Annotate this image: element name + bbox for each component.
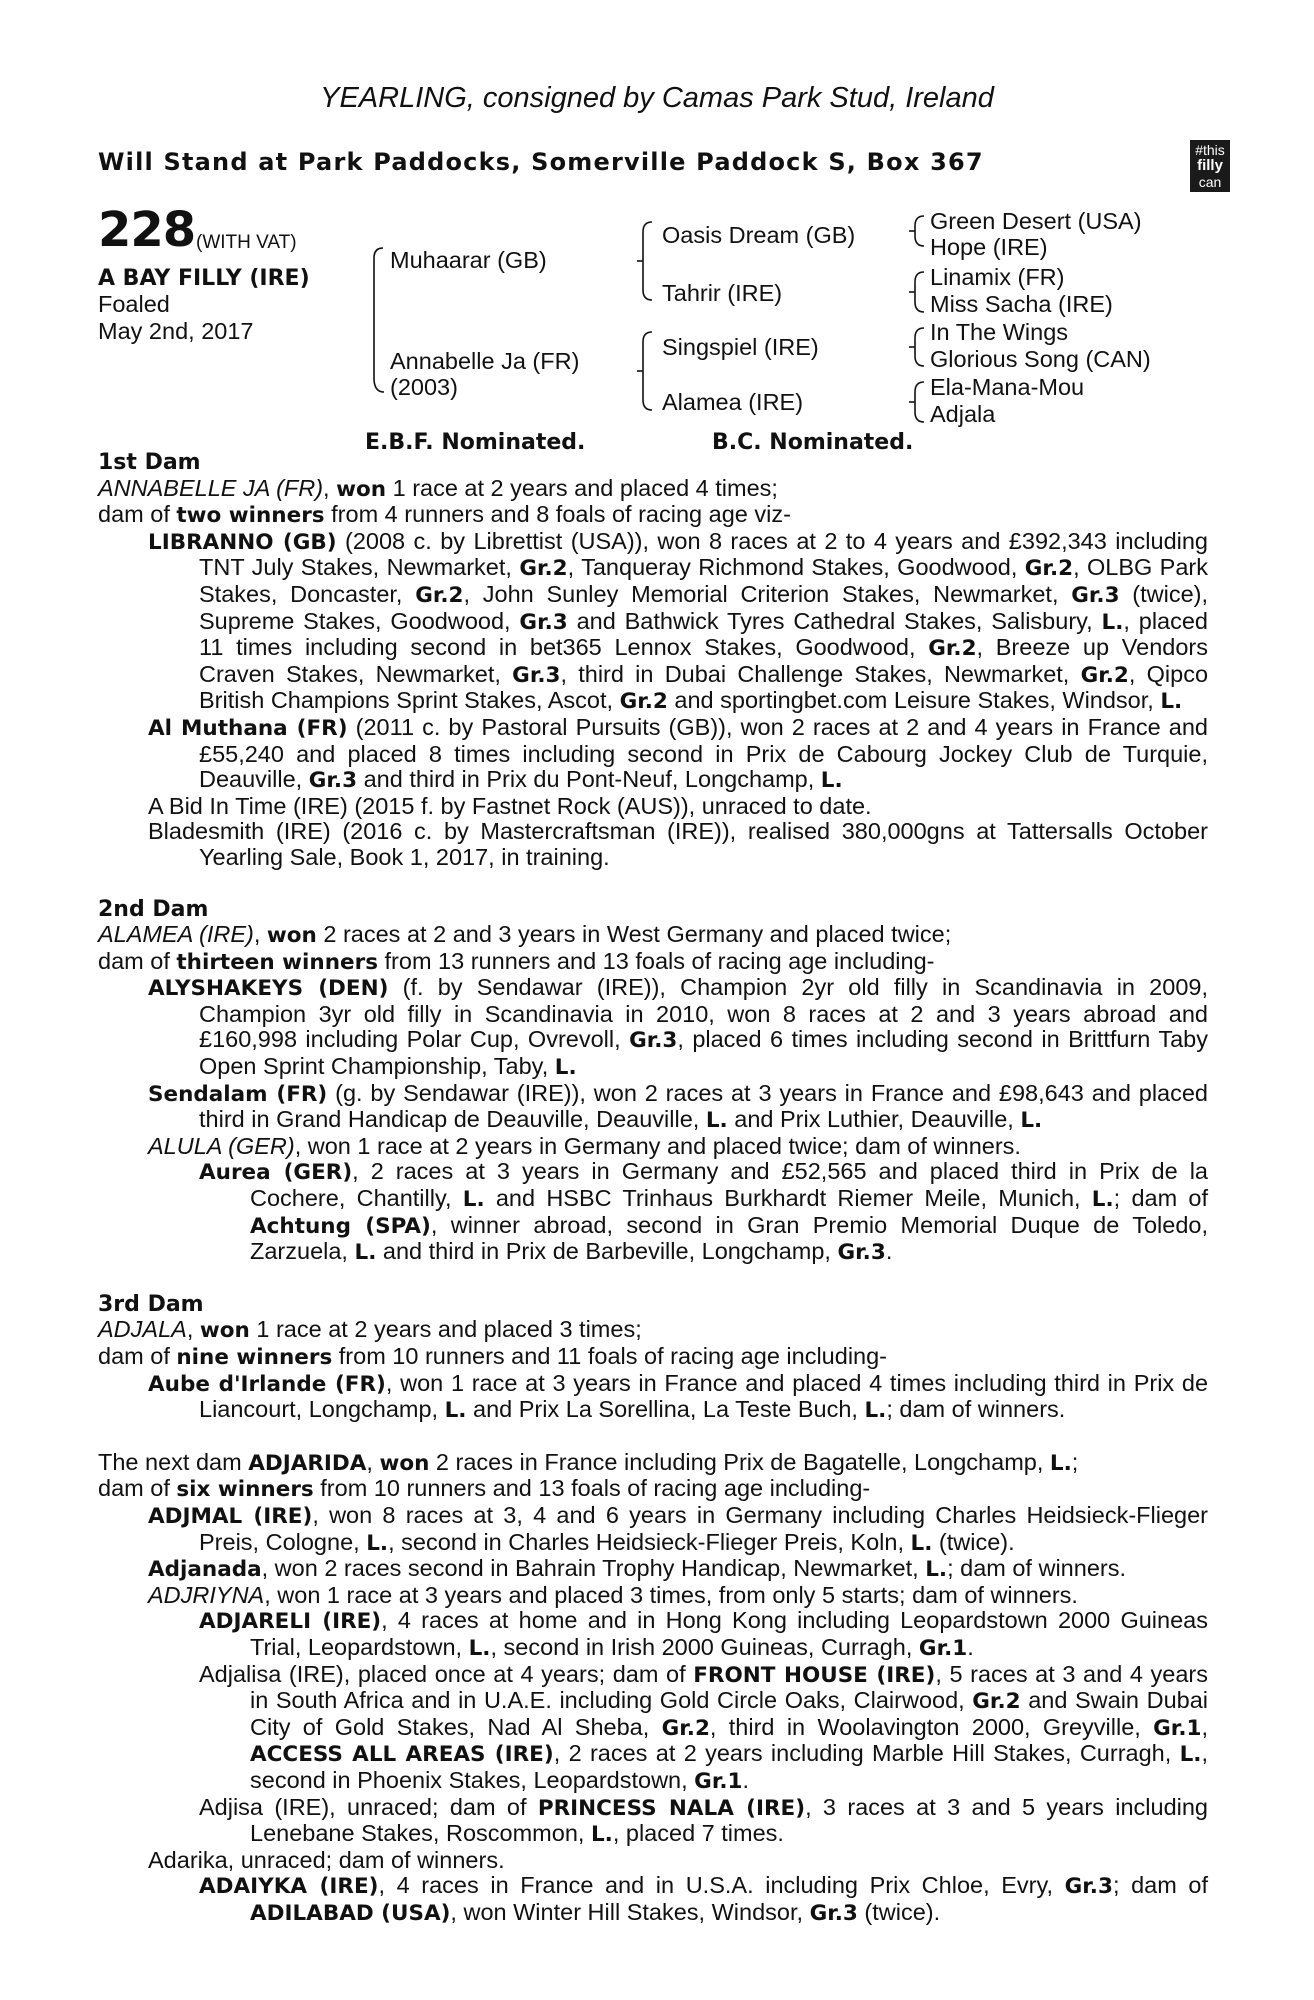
first-dam-heading: 1st Dam [98,450,201,475]
produce-sendalam: Sendalam (FR) (g. by Sendawar (IRE)), won 2 races at 3 years in France and £98,643 and placed third in Grand Handicap de Deauville, Deauville, L. and Prix Luthier, Deauville, L. [148,1079,1209,1134]
pedigree-ssd: Hope (IRE) [930,234,1048,260]
ebf-nominated: E.B.F. Nominated. [365,430,586,455]
bracket-ds [915,328,924,366]
produce-aurea: Aurea (GER), 2 races at 3 years in Germany and £52,565 and placed third in Prix de la Cochere, Chantilly, L. and HSBC Trinhaus Burkhardt Riemer Meile, Munich, L.; dam of Achtung (SPA), winner abroad, second in Gran Premio Memorial Duque de Toledo, Zarzuela, L. and third in Prix de Barbeville, Longchamp, Gr.3. [199,1158,1208,1266]
pedigree-dss: In The Wings [930,319,1069,345]
logo-line-2: filly [1197,157,1223,174]
catalogue-body [98,450,1208,1926]
logo-line-3: can [1198,174,1222,190]
produce-aube-d-irlande: Aube d'Irlande (FR), won 1 race at 3 years in France and placed 4 times including third in Prix de Liancourt, Longchamp, L. and Prix La Sorellina, La Teste Buch, L.; dam of winners. [148,1369,1209,1424]
first-dam-produce: dam of two winners from 4 runners and 8 foals of racing age viz- [98,501,791,529]
next-dam-produce: dam of six winners from 10 runners and 13 foals of racing age including- [98,1475,871,1503]
pedigree-sss: Green Desert (USA) [930,208,1142,234]
bracket-dd [915,382,924,422]
produce-alula: ALULA (GER), won 1 race at 2 years in Germany and placed twice; dam of winners. [148,1132,1021,1159]
produce-a-bid-in-time: A Bid In Time (IRE) (2015 f. by Fastnet Rock (AUS)), unraced to date. [148,792,872,819]
logo-line-1: #this [1195,142,1225,158]
produce-adjareli: ADJARELI (IRE), 4 races at home and in Hong Kong including Leopardstown 2000 Guineas Trial, Leopardstown, L., second in Irish 2000 Guineas, Curragh, Gr.1. [199,1607,1208,1661]
pedigree-sire-dam: Tahrir (IRE) [662,280,783,306]
pedigree-dam-dam: Alamea (IRE) [662,389,804,415]
third-dam-line: ADJALA, won 1 race at 2 years and placed 3 times; [98,1316,642,1344]
bracket-parents [374,248,384,392]
produce-alyshakeys: ALYSHAKEYS (DEN) (f. by Sendawar (IRE)), Champion 2yr old filly in Scandinavia in 2009, Champion 3yr old filly in Scandinavia in 2010, won 8 races at 2 and 3 years abroad and £160,998 including Polar Cup, Ovrevoll, Gr.3, placed 6 times including second in Brittfurn Taby Open Sprint Championship, Taby, L. [148,974,1208,1081]
page-header: YEARLING, consigned by Camas Park Stud, Ireland [320,82,994,114]
vat-label: (WITH VAT) [196,232,297,253]
produce-adjmal: ADJMAL (IRE), won 8 races at 3, 4 and 6 years in Germany including Charles Heidsieck-Flieger Preis, Cologne, L., second in Charles Heidsieck-Flieger Preis, Koln, L. (twice). [148,1501,1208,1556]
lot-number: 228 [98,202,196,258]
dam-name: ANNABELLE JA (FR) [98,474,324,501]
bracket-ss [915,216,924,246]
produce-bladesmith: Bladesmith (IRE) (2016 c. by Mastercraftsman (IRE)), realised 380,000gns at Tattersalls October Yearling Sale, Book 1, 2017, in training. [148,818,1208,870]
pedigree-sire: Muhaarar (GB) [390,247,547,273]
second-dam-line: ALAMEA (IRE), won 2 races at 2 and 3 years in West Germany and placed twice; [98,921,952,949]
second-dam-heading: 2nd Dam [98,896,209,922]
pedigree-ddd: Adjala [930,401,996,427]
produce-adjalisa: Adjalisa (IRE), placed once at 4 years; dam of FRONT HOUSE (IRE), 5 races at 3 and 4 years in South Africa and in U.A.E. including Gold Circle Oaks, Clairwood, Gr.2 and Swain Dubai City of Gold Stakes, Nad Al Sheba, Gr.2, third in Woolavington 2000, Greyville, Gr.1, ACCESS ALL AREAS (IRE), 2 races at 2 years including Marble Hill Stakes, Curragh, L., second in Phoenix Stakes, Leopardstown, Gr.1. [199,1660,1209,1794]
bracket-dam-parents [643,332,652,410]
bracket-sd [915,272,924,312]
pedigree-dam-year: (2003) [390,374,458,400]
pedigree-dam-sire: Singspiel (IRE) [662,334,819,360]
produce-adjisa: Adjisa (IRE), unraced; dam of PRINCESS NALA (IRE), 3 races at 3 and 5 years including Lenebane Stakes, Roscommon, L., placed 7 times. [199,1793,1208,1848]
pedigree-dam: Annabelle Ja (FR) [390,348,580,374]
bracket-sire-parents [643,222,652,300]
produce-adaiyka: ADAIYKA (IRE), 4 races in France and in U.S.A. including Prix Chloe, Evry, Gr.3; dam of ADILABAD (USA), won Winter Hill Stakes, Windsor, Gr.3 (twice). [199,1872,1208,1926]
pedigree-sire-sire: Oasis Dream (GB) [662,222,856,248]
pedigree-sdd: Miss Sacha (IRE) [930,291,1113,317]
produce-adjanada: Adjanada, won 2 races second in Bahrain Trophy Handicap, Newmarket, L.; dam of winners. [148,1555,1126,1583]
stand-location: Will Stand at Park Paddocks, Somerville Paddock S, Box 367 [98,148,984,176]
bc-nominated: B.C. Nominated. [712,430,914,455]
produce-al-muthana: Al Muthana (FR) (2011 c. by Pastoral Pursuits (GB)), won 2 races at 2 and 4 years in France and £55,240 and placed 8 times including second in Prix de Cabourg Jockey Club de Turquie, Deauville, Gr.3 and third in Prix du Pont-Neuf, Longchamp, L. [148,713,1208,794]
first-dam-line: ANNABELLE JA (FR), won 1 race at 2 years and placed 4 times; [98,474,778,502]
horse-name: A BAY FILLY (IRE) [98,266,310,291]
pedigree-dsd: Glorious Song (CAN) [930,346,1151,372]
second-dam-produce: dam of thirteen winners from 13 runners and 13 foals of racing age including- [98,947,935,975]
pedigree-sds: Linamix (FR) [930,264,1065,290]
pedigree-dds: Ela-Mana-Mou [930,374,1085,400]
third-dam-produce: dam of nine winners from 10 runners and 11 foals of racing age including- [98,1343,888,1370]
foaled-date: May 2nd, 2017 [98,318,254,344]
produce-adjriyna: ADJRIYNA, won 1 race at 3 years and placed 3 times, from only 5 starts; dam of winners. [148,1581,1078,1608]
third-dam-heading: 3rd Dam [98,1291,204,1317]
foaled-label: Foaled [98,291,170,317]
next-dam-line: The next dam ADJARIDA, won 2 races in France including Prix de Bagatelle, Longchamp, L.; [98,1448,1079,1476]
produce-libranno: LIBRANNO (GB) (2008 c. by Librettist (USA)), won 8 races at 2 to 4 years and £392,343 including TNT July Stakes, Newmarket, Gr.2, Tanqueray Richmond Stakes, Goodwood, Gr.2, OLBG Park Stakes, Doncaster, Gr.2, John Sunley Memorial Criterion Stakes, Newmarket, Gr.3 (twice), Supreme Stakes, Goodwood, Gr.3 and Bathwick Tyres Cathedral Stakes, Salisbury, L., placed 11 times including second in bet365 Lennox Stakes, Goodwood, Gr.2, Breeze up Vendors Craven Stakes, Newmarket, Gr.3, third in Dubai Challenge Stakes, Newmarket, Gr.2, Qipco British Champions Sprint Stakes, Ascot, Gr.2 and sportingbet.com Leisure Stakes, Windsor, L. [148,527,1209,715]
produce-adarika: Adarika, unraced; dam of winners. [148,1846,505,1873]
